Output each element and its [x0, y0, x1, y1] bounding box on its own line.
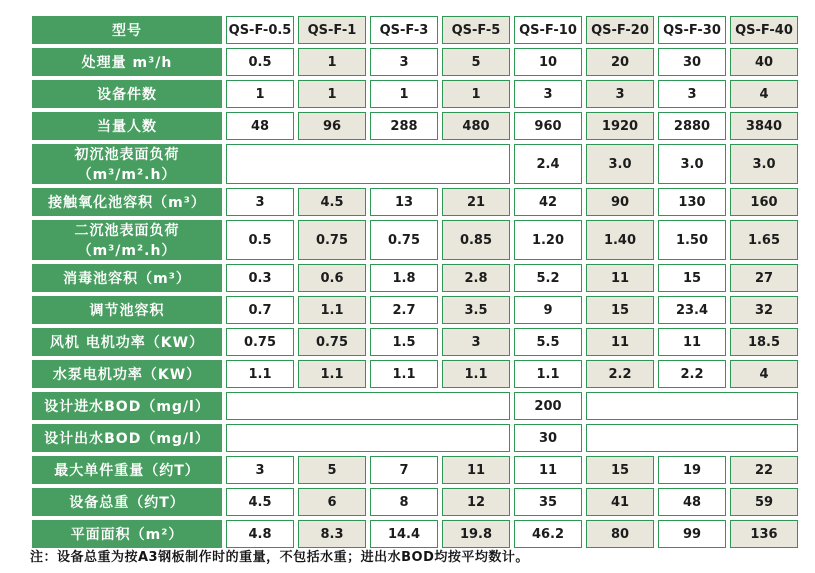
value-cell: 0.85: [442, 220, 510, 260]
row-label: 平面面积（m²）: [32, 520, 222, 548]
value-cell: 1.40: [586, 220, 654, 260]
value-cell: 5: [298, 456, 366, 484]
value-cell: 3.5: [442, 296, 510, 324]
model-column-label: 型号: [32, 16, 222, 44]
value-cell: 96: [298, 112, 366, 140]
value-cell: 40: [730, 48, 798, 76]
row-label: 设备件数: [32, 80, 222, 108]
value-cell: 48: [226, 112, 294, 140]
value-cell: 1.1: [226, 360, 294, 388]
value-cell: 42: [514, 188, 582, 216]
value-cell: 3840: [730, 112, 798, 140]
value-cell: 0.75: [298, 220, 366, 260]
value-cell: 3: [658, 80, 726, 108]
header-row: [32, 16, 798, 44]
value-cell: 90: [586, 188, 654, 216]
value-cell: 11: [586, 328, 654, 356]
value-cell: 130: [658, 188, 726, 216]
value-cell: 1: [226, 80, 294, 108]
table-row: [32, 188, 798, 216]
value-cell: 0.75: [370, 220, 438, 260]
value-cell: 3: [514, 80, 582, 108]
value-cell: 3: [442, 328, 510, 356]
value-cell: 11: [586, 264, 654, 292]
value-cell: 2.2: [658, 360, 726, 388]
value-cell: 3.0: [730, 144, 798, 184]
value-cell: 12: [442, 488, 510, 516]
value-cell: 4: [730, 360, 798, 388]
value-cell: [226, 424, 510, 452]
value-cell: 1.5: [370, 328, 438, 356]
value-cell: 15: [586, 456, 654, 484]
footnote: 注：设备总重为按A3钢板制作时的重量，不包括水重；进出水BOD均按平均数计。: [30, 550, 529, 565]
spec-table-wrap: [28, 12, 802, 552]
value-cell: 13: [370, 188, 438, 216]
table-row: [32, 264, 798, 292]
value-cell: 480: [442, 112, 510, 140]
value-cell: 136: [730, 520, 798, 548]
table-row: [32, 328, 798, 356]
value-cell: [586, 392, 798, 420]
row-label: 初沉池表面负荷（m³/m².h）: [32, 144, 222, 184]
value-cell: 5.2: [514, 264, 582, 292]
value-cell: 160: [730, 188, 798, 216]
value-cell: 15: [658, 264, 726, 292]
value-cell: 1.1: [442, 360, 510, 388]
value-cell: 20: [586, 48, 654, 76]
value-cell: [586, 424, 798, 452]
value-cell: 4.5: [226, 488, 294, 516]
model-header-cell: QS-F-0.5: [226, 16, 294, 44]
value-cell: 0.7: [226, 296, 294, 324]
row-label: 设计出水BOD（mg/l）: [32, 424, 222, 452]
value-cell: 2.4: [514, 144, 582, 184]
value-cell: 14.4: [370, 520, 438, 548]
value-cell: 18.5: [730, 328, 798, 356]
value-cell: 27: [730, 264, 798, 292]
value-cell: 2.2: [586, 360, 654, 388]
value-cell: 3: [226, 456, 294, 484]
value-cell: 5.5: [514, 328, 582, 356]
value-cell: 1.1: [298, 360, 366, 388]
value-cell: 5: [442, 48, 510, 76]
row-label: 水泵电机功率（KW）: [32, 360, 222, 388]
value-cell: 1: [442, 80, 510, 108]
value-cell: 0.75: [298, 328, 366, 356]
value-cell: 8.3: [298, 520, 366, 548]
model-header-cell: QS-F-3: [370, 16, 438, 44]
value-cell: 3.0: [586, 144, 654, 184]
row-label: 设计进水BOD（mg/l）: [32, 392, 222, 420]
table-row: [32, 48, 798, 76]
value-cell: 1920: [586, 112, 654, 140]
table-row: [32, 392, 798, 420]
table-row: [32, 144, 798, 184]
value-cell: 1: [298, 80, 366, 108]
value-cell: 11: [442, 456, 510, 484]
value-cell: 46.2: [514, 520, 582, 548]
value-cell: 15: [586, 296, 654, 324]
value-cell: 2.7: [370, 296, 438, 324]
value-cell: 2.8: [442, 264, 510, 292]
value-cell: 30: [658, 48, 726, 76]
value-cell: 6: [298, 488, 366, 516]
value-cell: 19: [658, 456, 726, 484]
row-label: 二沉池表面负荷（m³/m².h）: [32, 220, 222, 260]
value-cell: 11: [514, 456, 582, 484]
row-label: 最大单件重量（约T）: [32, 456, 222, 484]
value-cell: 23.4: [658, 296, 726, 324]
value-cell: 1.8: [370, 264, 438, 292]
value-cell: 4.5: [298, 188, 366, 216]
row-label: 接触氧化池容积（m³）: [32, 188, 222, 216]
value-cell: 3: [226, 188, 294, 216]
table-row: [32, 488, 798, 516]
table-row: [32, 80, 798, 108]
value-cell: 1.65: [730, 220, 798, 260]
value-cell: 59: [730, 488, 798, 516]
model-header-cell: QS-F-1: [298, 16, 366, 44]
table-row: [32, 520, 798, 548]
value-cell: 4.8: [226, 520, 294, 548]
model-header-cell: QS-F-30: [658, 16, 726, 44]
value-cell: 41: [586, 488, 654, 516]
value-cell: 1.1: [514, 360, 582, 388]
value-cell: 11: [658, 328, 726, 356]
value-cell: 4: [730, 80, 798, 108]
value-cell: 0.5: [226, 48, 294, 76]
table-row: [32, 296, 798, 324]
value-cell: 1.1: [298, 296, 366, 324]
table-row: [32, 360, 798, 388]
value-cell: 1.20: [514, 220, 582, 260]
row-label: 当量人数: [32, 112, 222, 140]
value-cell: 0.6: [298, 264, 366, 292]
value-cell: 1.1: [370, 360, 438, 388]
table-row: [32, 456, 798, 484]
value-cell: 99: [658, 520, 726, 548]
value-cell: 288: [370, 112, 438, 140]
spec-table: [28, 12, 802, 552]
value-cell: 7: [370, 456, 438, 484]
value-cell: 35: [514, 488, 582, 516]
value-cell: 21: [442, 188, 510, 216]
value-cell: 0.75: [226, 328, 294, 356]
model-header-cell: QS-F-10: [514, 16, 582, 44]
value-cell: 80: [586, 520, 654, 548]
row-label: 风机 电机功率（KW）: [32, 328, 222, 356]
model-header-cell: QS-F-20: [586, 16, 654, 44]
value-cell: 48: [658, 488, 726, 516]
value-cell: 22: [730, 456, 798, 484]
value-cell: 3.0: [658, 144, 726, 184]
model-header-cell: QS-F-40: [730, 16, 798, 44]
value-cell: [226, 392, 510, 420]
model-header-cell: QS-F-5: [442, 16, 510, 44]
value-cell: 2880: [658, 112, 726, 140]
value-cell: 1: [370, 80, 438, 108]
value-cell: 200: [514, 392, 582, 420]
row-label: 设备总重（约T）: [32, 488, 222, 516]
value-cell: 9: [514, 296, 582, 324]
value-cell: 0.5: [226, 220, 294, 260]
value-cell: 960: [514, 112, 582, 140]
table-row: [32, 220, 798, 260]
row-label: 调节池容积: [32, 296, 222, 324]
value-cell: 10: [514, 48, 582, 76]
value-cell: 1.50: [658, 220, 726, 260]
value-cell: 8: [370, 488, 438, 516]
value-cell: 30: [514, 424, 582, 452]
value-cell: 3: [370, 48, 438, 76]
value-cell: 32: [730, 296, 798, 324]
value-cell: 0.3: [226, 264, 294, 292]
value-cell: 3: [586, 80, 654, 108]
table-row: [32, 424, 798, 452]
value-cell: 19.8: [442, 520, 510, 548]
value-cell: 1: [298, 48, 366, 76]
row-label: 消毒池容积（m³）: [32, 264, 222, 292]
value-cell: [226, 144, 510, 184]
row-label: 处理量 m³/h: [32, 48, 222, 76]
table-row: [32, 112, 798, 140]
